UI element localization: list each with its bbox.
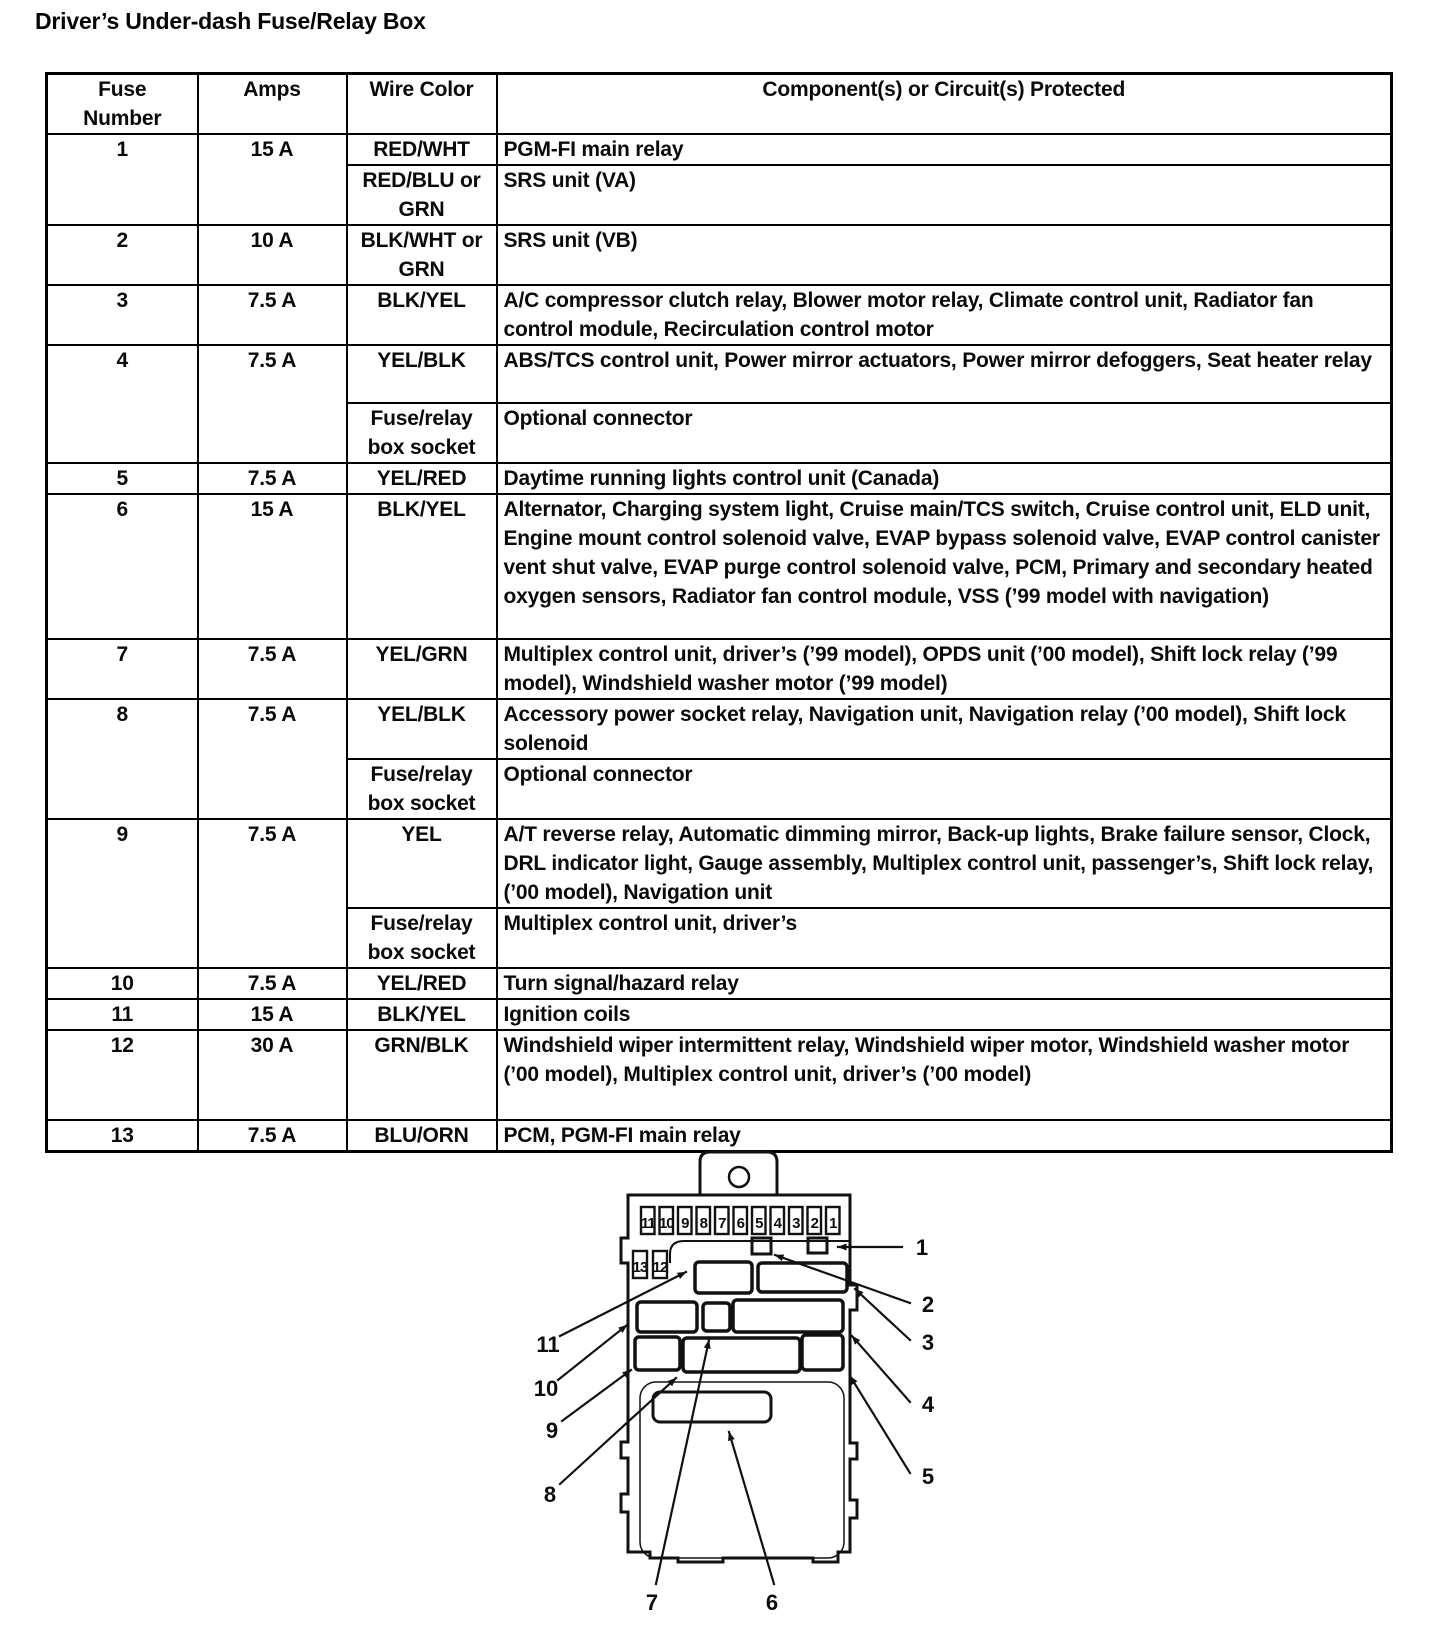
wire-color-cell: GRN/BLK [347,1030,497,1120]
fuse-number-cell: 9 [47,819,198,968]
amps-cell: 7.5 A [198,345,347,463]
amps-cell: 7.5 A [198,1120,347,1152]
fusebox-diagram [490,1125,960,1625]
fuse-row-7 [47,639,1392,699]
component-cell: Multiplex control unit, driver’s (’99 model), OPDS unit (’00 model), Shift lock relay (’99 model), Windshield washer motor (’99 model) [497,639,1392,699]
callout-line-11 [560,1272,686,1336]
fuse-row-8-sub0 [47,699,1392,759]
component-cell: Multiplex control unit, driver’s [497,908,1392,968]
callout-label-2: 2 [921,1292,935,1317]
component-cell: A/C compressor clutch relay, Blower motor relay, Climate control unit, Radiator fan control module, Recirculation control motor [497,285,1392,345]
wire-color-cell: YEL [347,819,497,908]
fuse-slot-number: 9 [681,1215,689,1232]
fuse-slot-number: 8 [699,1215,707,1232]
wire-color-cell: Fuse/relay box socket [347,908,497,968]
wire-color-cell: RED/WHT [347,134,497,165]
wire-color-cell: Fuse/relay box socket [347,759,497,819]
fuse-number-cell: 5 [47,463,198,494]
side-fuse-pair [633,1251,668,1278]
callout-label-4: 4 [921,1392,935,1417]
callout-line-8 [560,1378,676,1484]
wire-color-cell: RED/BLU or GRN [347,165,497,225]
fuse-number-cell: 2 [47,225,198,285]
fuse-row-1-sub0 [47,134,1392,165]
callout-line-9 [562,1370,631,1421]
fuse-slot-number: 4 [773,1215,781,1232]
fuse-number-cell: 6 [47,494,198,639]
amps-cell: 7.5 A [198,968,347,999]
col-header-fuse-number [47,74,198,135]
wire-color-cell: BLU/ORN [347,1120,497,1152]
callout-label-7: 7 [645,1590,659,1615]
fuse-number-cell: 1 [47,134,198,225]
fuse-table-body [47,134,1392,1152]
relay-block [695,1262,752,1293]
callout-line-3 [855,1289,910,1340]
fuse-slot-number: 7 [718,1215,726,1232]
component-cell: ABS/TCS control unit, Power mirror actuators, Power mirror defoggers, Seat heater relay [497,345,1392,403]
wire-color-cell: Fuse/relay box socket [347,403,497,463]
wire-color-cell: BLK/YEL [347,999,497,1030]
fuse-slot-number: 6 [736,1215,744,1232]
relay-block [635,1337,680,1370]
amps-cell: 15 A [198,134,347,225]
fuse-slot-number: 1 [829,1215,837,1232]
col-header-fuse-number-label: Fuse Number [83,78,162,130]
amps-cell: 30 A [198,1030,347,1120]
fuse-row-6 [47,494,1392,639]
amps-cell: 10 A [198,225,347,285]
amps-cell: 7.5 A [198,639,347,699]
fuse-slot-number: 12 [652,1259,668,1276]
fuse-row-10 [47,968,1392,999]
fuse-table [45,72,1393,1153]
callout-line-7 [656,1340,709,1584]
relay-block [758,1263,847,1292]
callout-line-6 [729,1432,774,1584]
callout-label-8: 8 [543,1482,557,1507]
fuse-number-cell: 8 [47,699,198,819]
relay-block [733,1300,843,1332]
component-cell: Windshield wiper intermittent relay, Windshield wiper motor, Windshield washer motor (’00 model), Multiplex control unit, driver’s (’00 model) [497,1030,1392,1120]
amps-cell: 7.5 A [198,699,347,819]
wire-color-cell: YEL/BLK [347,699,497,759]
col-header-amps: Amps [198,74,347,135]
fuse-row-12 [47,1030,1392,1120]
component-cell: PGM-FI main relay [497,134,1392,165]
mounting-hole [729,1167,749,1187]
amps-cell: 7.5 A [198,463,347,494]
fuse-slot-number: 11 [640,1215,655,1232]
relay-block [802,1335,843,1370]
wire-color-cell: BLK/YEL [347,285,497,345]
callout-label-6: 6 [765,1590,779,1615]
fuse-number-cell: 11 [47,999,198,1030]
fuse-number-cell: 4 [47,345,198,463]
fuse-row-5 [47,463,1392,494]
wire-color-cell: BLK/YEL [347,494,497,639]
fuse-row-2 [47,225,1392,285]
wire-color-cell: YEL/RED [347,463,497,494]
col-header-components: Component(s) or Circuit(s) Protected [497,74,1392,135]
relay-slot [653,1392,771,1422]
callout-label-5: 5 [921,1464,935,1489]
callout-label-3: 3 [921,1330,935,1355]
callout-label-11: 11 [536,1332,560,1357]
relay-block [683,1338,800,1372]
wire-color-cell: YEL/GRN [347,639,497,699]
component-cell: PCM, PGM-FI main relay [497,1120,1392,1152]
component-cell: Alternator, Charging system light, Cruise main/TCS switch, Cruise control unit, ELD unit, Engine mount control solenoid valve, EVAP bypass solenoid valve, EVAP control canister vent shut valve, EVAP purge control solenoid valve, PCM, Primary and secondary heated oxygen sensors, Radiator fan control module, VSS (’99 model with navigation) [497,494,1392,639]
lower-compartment [640,1382,844,1558]
fuse-number-cell: 10 [47,968,198,999]
fuse-table-header [47,74,1392,135]
fuse-row-3 [47,285,1392,345]
top-fuse-row [641,1207,840,1234]
amps-cell: 7.5 A [198,819,347,968]
amps-cell: 7.5 A [198,285,347,345]
fuse-slot-number: 2 [810,1215,818,1232]
fuse-slot-number: 10 [658,1215,674,1232]
relay-block [703,1303,730,1331]
fuse-number-cell: 13 [47,1120,198,1152]
callout-label-1: 1 [915,1235,929,1260]
amps-cell: 15 A [198,999,347,1030]
component-cell: A/T reverse relay, Automatic dimming mirror, Back-up lights, Brake failure sensor, Clock, DRL indicator light, Gauge assembly, Multiplex control unit, passenger’s, Shift lock relay, (’00 model), Navigation unit [497,819,1392,908]
component-cell: Ignition coils [497,999,1392,1030]
component-cell: SRS unit (VA) [497,165,1392,225]
page-title: Driver’s Under-dash Fuse/Relay Box [35,8,426,34]
fuse-row-9-sub0 [47,819,1392,908]
col-header-wire-color: Wire Color [347,74,497,135]
fuse-row-11 [47,999,1392,1030]
relay-block [637,1302,697,1332]
callout-label-9: 9 [545,1418,559,1443]
mounting-tab [700,1152,777,1195]
component-cell: Turn signal/hazard relay [497,968,1392,999]
component-cell: Optional connector [497,403,1392,463]
fuse-row-4-sub0 [47,345,1392,403]
component-cell: SRS unit (VB) [497,225,1392,285]
fuse-number-cell: 3 [47,285,198,345]
wire-color-cell: YEL/RED [347,968,497,999]
component-cell: Daytime running lights control unit (Canada) [497,463,1392,494]
component-cell: Accessory power socket relay, Navigation unit, Navigation relay (’00 model), Shift lock solenoid [497,699,1392,759]
fuse-number-cell: 7 [47,639,198,699]
callout-label-10: 10 [533,1376,559,1401]
component-cell: Optional connector [497,759,1392,819]
wire-color-cell: BLK/WHT or GRN [347,225,497,285]
fuse-slot-number: 13 [632,1259,648,1276]
wire-color-cell: YEL/BLK [347,345,497,403]
amps-cell: 15 A [198,494,347,639]
callout-line-10 [558,1325,627,1380]
fuse-slot-number: 3 [792,1215,800,1232]
fuse-slot-number: 5 [755,1215,763,1232]
fuse-number-cell: 12 [47,1030,198,1120]
